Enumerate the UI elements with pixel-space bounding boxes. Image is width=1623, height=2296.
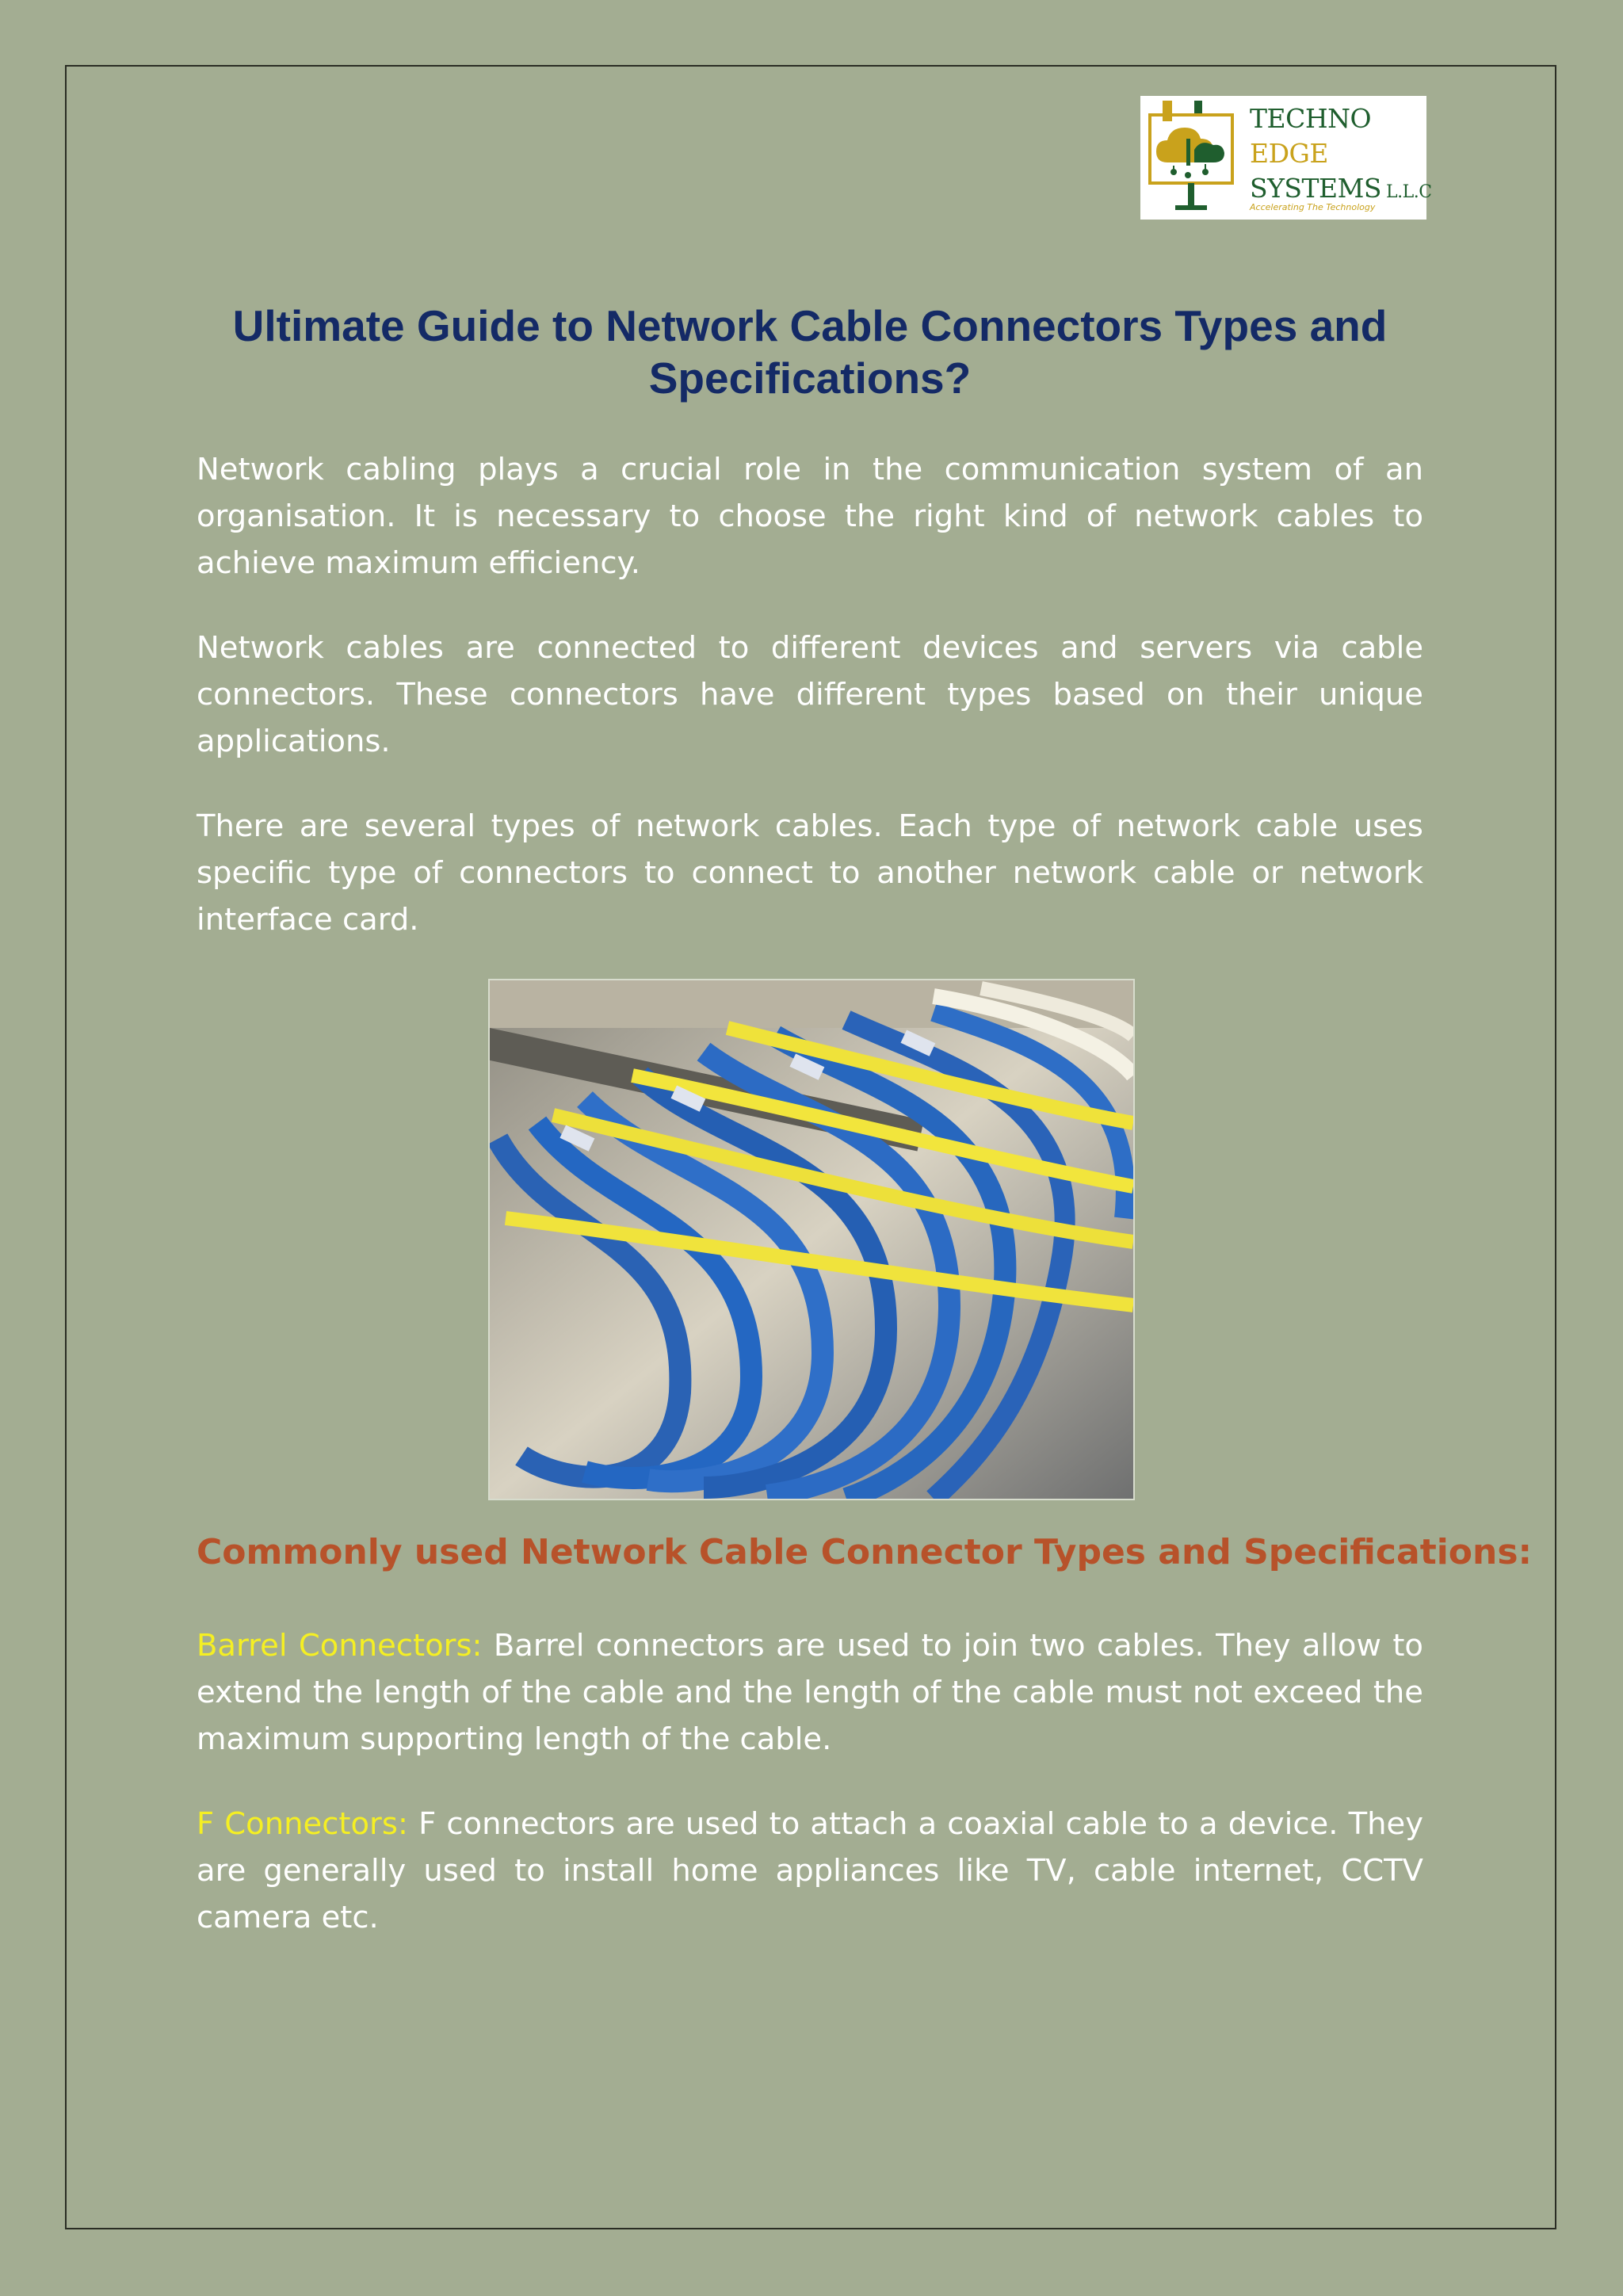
connector-description: Barrel connectors are used to join two cables. They allow to extend the length of the cable and the length of the cable must not exceed the maximum supporting length of the cable. bbox=[197, 1628, 1423, 1757]
connector-description: F connectors are used to attach a coaxial cable to a device. They are generally used to install home appliances like TV, cable internet, CCTV camera etc. bbox=[197, 1806, 1424, 1935]
connector-definition-f bbox=[197, 1801, 1423, 1941]
company-logo bbox=[1140, 96, 1432, 220]
network-cables-photo bbox=[488, 979, 1135, 1500]
page-title: Ultimate Guide to Network Cable Connectors Types and Specifications? bbox=[232, 301, 1388, 403]
intro-paragraph: Network cables are connected to different devices and servers via cable connectors. These connectors have different types based on their unique applications. bbox=[197, 630, 1423, 759]
intro-paragraph: There are several types of network cables. Each type of network cable uses specific type of connectors to connect to another network cable or network interface card. bbox=[197, 808, 1423, 938]
logo-tagline: Accelerating The Technology bbox=[1250, 202, 1376, 212]
cloud-computer-logo-icon bbox=[1145, 99, 1244, 216]
connector-separator: : bbox=[472, 1628, 483, 1664]
intro-paragraph: Network cabling plays a crucial role in the communication system of an organisation. It is necessary to choose the right kind of network cables to achieve maximum efficiency. bbox=[197, 452, 1423, 581]
logo-text-llc: L.L.C bbox=[1386, 182, 1432, 202]
logo-text-systems: SYSTEMS L.L.C bbox=[1250, 173, 1432, 204]
section-heading: Commonly used Network Cable Connector Types and Specifications: bbox=[197, 1532, 1533, 1572]
patch-panel-cables-illustration bbox=[490, 980, 1133, 1499]
connector-term: Barrel Connectors bbox=[197, 1628, 472, 1664]
logo-text-techno: TECHNO bbox=[1250, 103, 1372, 134]
logo-text-edge: EDGE bbox=[1250, 138, 1328, 169]
connector-definition-barrel bbox=[197, 1622, 1423, 1763]
connector-term: F Connectors bbox=[197, 1806, 398, 1842]
connector-separator: : bbox=[397, 1806, 408, 1842]
